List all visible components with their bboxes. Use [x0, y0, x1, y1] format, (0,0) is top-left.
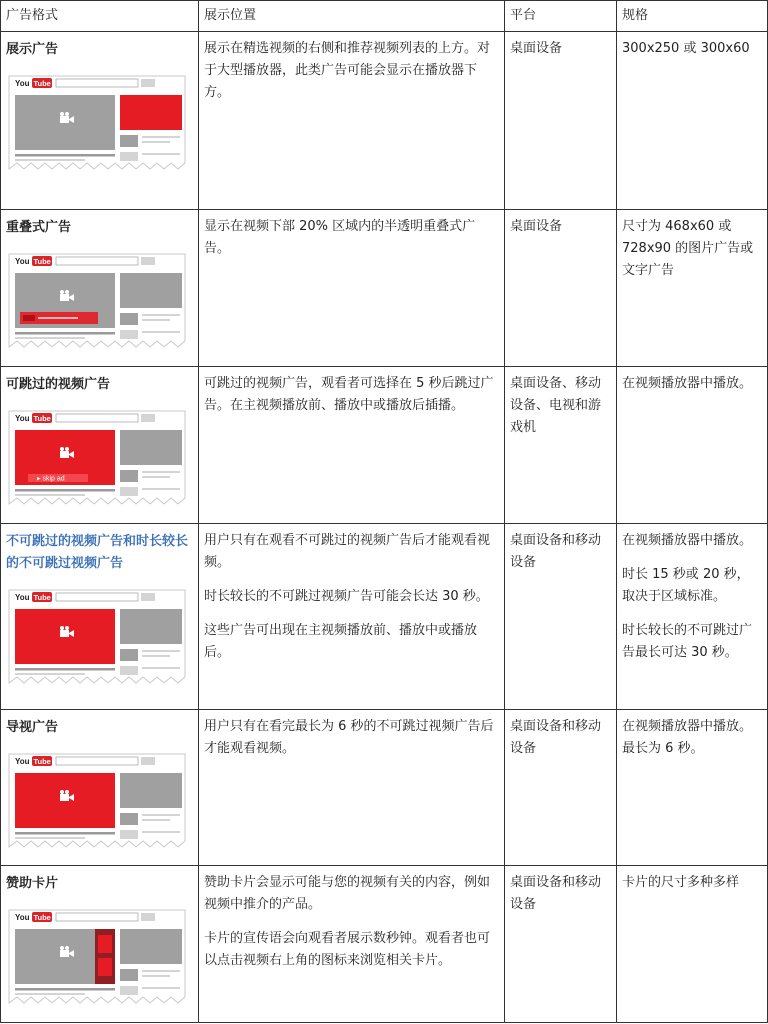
ad-format-cell — [1, 710, 199, 866]
cell-paragraph: 赞助卡片会显示可能与您的视频有关的内容，例如视频中推介的产品。 — [204, 875, 491, 912]
youtube-logo-tube: Tube — [33, 913, 51, 922]
spec-cell — [617, 210, 768, 367]
youtube-logo-you: You — [15, 757, 30, 766]
youtube-logo-you: You — [15, 414, 30, 423]
ad-format-cell — [1, 866, 199, 1023]
table-header-row — [1, 1, 768, 32]
spec-cell — [617, 524, 768, 710]
ad-thumbnail — [8, 589, 186, 685]
youtube-logo-tube: Tube — [33, 79, 51, 88]
header-platform: 平台 — [505, 1, 617, 32]
cell-paragraph: 在视频播放器中播放。 — [622, 376, 753, 391]
cell-paragraph: 尺寸为 468x60 或 728x90 的图片广告或文字广告 — [622, 219, 754, 278]
youtube-logo-tube: Tube — [33, 414, 51, 423]
youtube-logo-you: You — [15, 79, 30, 88]
cell-paragraph: 300x250 或 300x60 — [622, 41, 750, 56]
cell-paragraph: 可跳过的视频广告，观看者可选择在 5 秒后跳过广告。在主视频播放前、播放中或播放后插播。 — [204, 376, 494, 413]
platform-cell: 桌面设备、移动设备、电视和游戏机 — [505, 367, 617, 524]
spec-cell — [617, 367, 768, 524]
header-format: 广告格式 — [1, 1, 199, 32]
platform-cell: 桌面设备 — [505, 210, 617, 367]
youtube-logo-you: You — [15, 257, 30, 266]
ad-format-cell — [1, 367, 199, 524]
table-row — [1, 367, 768, 524]
ad-format-cell — [1, 210, 199, 367]
spec-cell — [617, 710, 768, 866]
position-cell — [199, 866, 505, 1023]
platform-cell: 桌面设备和移动设备 — [505, 524, 617, 710]
platform-cell: 桌面设备和移动设备 — [505, 710, 617, 866]
table-row — [1, 210, 768, 367]
ad-format-title: 可跳过的视频广告 — [6, 377, 111, 392]
cell-paragraph: 这些广告可出现在主视频播放前、播放中或播放后。 — [204, 623, 478, 660]
spec-cell — [617, 866, 768, 1023]
ad-format-cell — [1, 32, 199, 210]
table-row — [1, 32, 768, 210]
ad-format-cell — [1, 524, 199, 710]
youtube-logo-tube: Tube — [33, 257, 51, 266]
ad-format-title: 导视广告 — [6, 720, 59, 735]
cell-paragraph: 在视频播放器中播放。最长为 6 秒。 — [622, 719, 753, 756]
cell-paragraph: 用户只有在观看不可跳过的视频广告后才能观看视频。 — [204, 533, 491, 570]
position-cell — [199, 524, 505, 710]
cell-paragraph: 卡片的宣传语会向观看者展示数秒钟。观看者也可以点击视频右上角的图标来浏览相关卡片。 — [204, 931, 491, 968]
spec-cell — [617, 32, 768, 210]
position-cell — [199, 32, 505, 210]
cell-paragraph: 时长 15 秒或 20 秒，取决于区域标准。 — [622, 567, 750, 604]
ad-format-title: 赞助卡片 — [6, 876, 59, 891]
cell-paragraph: 用户只有在看完最长为 6 秒的不可跳过视频广告后才能观看视频。 — [204, 719, 494, 756]
cell-paragraph: 时长较长的不可跳过视频广告可能会长达 30 秒。 — [204, 589, 489, 604]
ad-thumbnail — [8, 753, 186, 849]
table-row — [1, 710, 768, 866]
skip-ad-label: ▸ skip ad — [37, 475, 65, 483]
youtube-logo-tube: Tube — [33, 593, 51, 602]
ad-thumbnail — [8, 253, 186, 349]
table-row — [1, 524, 768, 710]
position-cell — [199, 367, 505, 524]
header-spec: 规格 — [617, 1, 768, 32]
table-row — [1, 866, 768, 1023]
youtube-logo-tube: Tube — [33, 757, 51, 766]
ad-format-title: 展示广告 — [6, 42, 59, 57]
header-position: 展示位置 — [199, 1, 505, 32]
ad-thumbnail — [8, 410, 186, 506]
ad-format-link[interactable]: 不可跳过的视频广告和时长较长的不可跳过视频广告 — [6, 534, 189, 571]
position-cell — [199, 210, 505, 367]
cell-paragraph: 时长较长的不可跳过广告最长可达 30 秒。 — [622, 623, 753, 660]
youtube-logo-you: You — [15, 913, 30, 922]
youtube-logo-you: You — [15, 593, 30, 602]
ad-format-title: 重叠式广告 — [6, 220, 72, 235]
ad-thumbnail — [8, 909, 186, 1005]
platform-cell: 桌面设备和移动设备 — [505, 866, 617, 1023]
cell-paragraph: 在视频播放器中播放。 — [622, 533, 753, 548]
cell-paragraph: 卡片的尺寸多种多样 — [622, 875, 740, 890]
platform-cell: 桌面设备 — [505, 32, 617, 210]
cell-paragraph: 展示在精选视频的右侧和推荐视频列表的上方。对于大型播放器，此类广告可能会显示在播放器下方。 — [204, 41, 491, 100]
position-cell — [199, 710, 505, 866]
cell-paragraph: 显示在视频下部 20% 区域内的半透明重叠式广告。 — [204, 219, 476, 256]
ad-thumbnail — [8, 75, 186, 171]
